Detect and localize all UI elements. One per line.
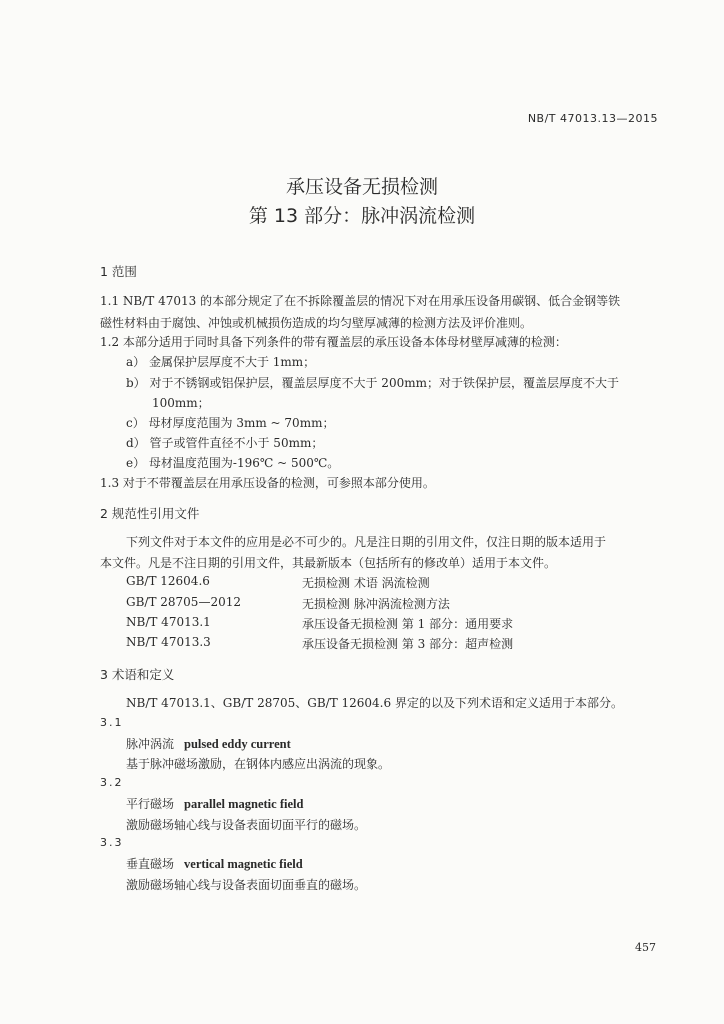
item-b-line2: 100mm； (152, 396, 210, 410)
term-heading (126, 855, 303, 872)
ref-title: 承压设备无损检测 第 3 部分：超声检测 (302, 637, 514, 651)
term-en: pulsed eddy current (184, 737, 291, 751)
ref-code: GB/T 28705—2012 (126, 595, 241, 609)
term-definition: 激励磁场轴心线与设备表面切面平行的磁场。 (126, 818, 367, 832)
ref-code: NB/T 47013.3 (126, 635, 211, 649)
ref-title: 承压设备无损检测 第 1 部分：通用要求 (302, 617, 514, 631)
term-number: 3.1 (100, 716, 124, 729)
standard-code: NB/T 47013.13—2015 (527, 112, 658, 125)
section-1-heading: 1 范围 (100, 264, 137, 279)
section-2-heading: 2 规范性引用文件 (100, 506, 200, 521)
clause-1-3: 1.3 对于不带覆盖层在用承压设备的检测，可参照本部分使用。 (100, 476, 435, 490)
item-e: e） 母材温度范围为-196℃ ~ 500℃。 (126, 456, 340, 470)
term-zh: 脉冲涡流 (126, 737, 175, 751)
term-heading (126, 795, 303, 812)
ref-title: 无损检测 脉冲涡流检测方法 (302, 597, 450, 611)
clause-1-2: 1.2 本部分适用于同时具备下列条件的带有覆盖层的承压设备本体母材壁厚减薄的检测： (100, 335, 567, 349)
term-zh: 垂直磁场 (126, 857, 175, 871)
section-3-heading: 3 术语和定义 (100, 667, 175, 682)
term-zh: 平行磁场 (126, 797, 175, 811)
term-definition: 基于脉冲磁场激励，在钢体内感应出涡流的现象。 (126, 757, 391, 771)
document-subtitle: 第 13 部分：脉冲涡流检测 (248, 205, 476, 227)
item-d: d） 管子或管件直径不小于 50mm； (126, 436, 324, 450)
term-en: parallel magnetic field (184, 797, 304, 811)
section-2-intro-line1: 下列文件对于本文件的应用是必不可少的。凡是注日期的引用文件，仅注日期的版本适用于 (126, 535, 607, 549)
ref-title: 无损检测 术语 涡流检测 (302, 576, 430, 590)
page-number: 457 (635, 941, 656, 954)
item-b-line1: b） 对于不锈钢或铝保护层，覆盖层厚度不大于 200mm；对于铁保护层，覆盖层厚度不大于 (126, 376, 619, 390)
term-number: 3.3 (100, 836, 124, 849)
section-3-intro: NB/T 47013.1、GB/T 28705、GB/T 12604.6 界定的以及下列术语和定义适用于本部分。 (126, 696, 623, 710)
document-title: 承压设备无损检测 (285, 176, 438, 198)
section-2-intro-line2: 本文件。凡是不注日期的引用文件，其最新版本（包括所有的修改单）适用于本文件。 (100, 556, 557, 570)
clause-1-1-line1: 1.1 NB/T 47013 的本部分规定了在不拆除覆盖层的情况下对在用承压设备用碳钢、低合金钢等铁 (100, 294, 621, 308)
term-definition: 激励磁场轴心线与设备表面切面垂直的磁场。 (126, 878, 367, 892)
term-heading (126, 735, 291, 752)
item-c: c） 母材厚度范围为 3mm ~ 70mm； (126, 416, 335, 430)
term-en: vertical magnetic field (184, 857, 303, 871)
ref-code: GB/T 12604.6 (126, 574, 210, 588)
ref-code: NB/T 47013.1 (126, 615, 211, 629)
item-a: a） 金属保护层厚度不大于 1mm； (126, 355, 316, 369)
clause-1-1-line2: 磁性材料由于腐蚀、冲蚀或机械损伤造成的均匀壁厚减薄的检测方法及评价准则。 (100, 316, 533, 330)
term-number: 3.2 (100, 776, 124, 789)
